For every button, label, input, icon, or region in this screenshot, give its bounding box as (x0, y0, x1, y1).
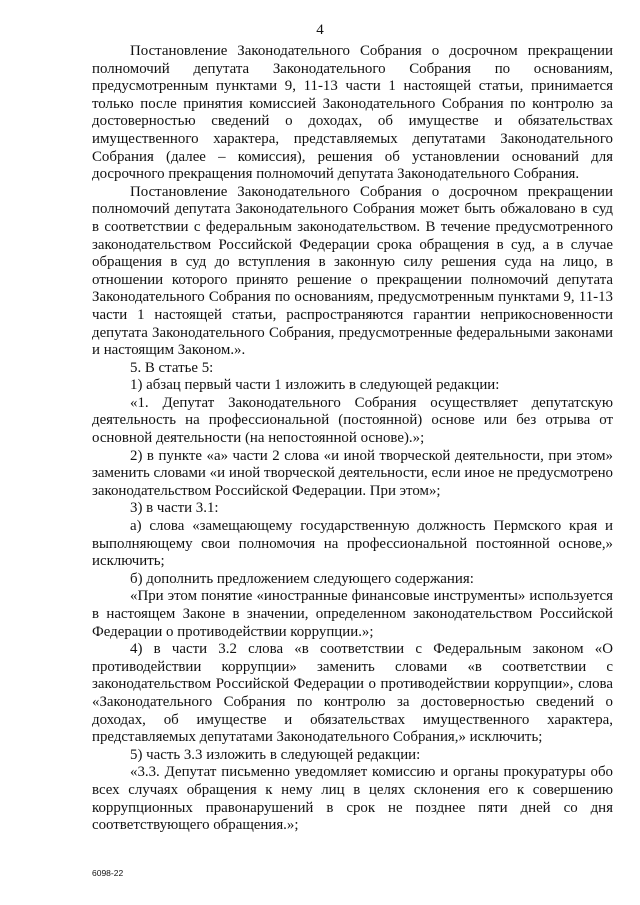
paragraph: 4) в части 3.2 слова «в соответствии с Федеральным законом «О противодействии коррупции» заменить словами «в соответствии с законодательством Российской Федерации о противодействии коррупции», слова «Законодательного Собрания по контролю за достоверностью сведений о доходах, об имуществе и обязательствах имущественного характера, представляемых депутатами Законодательного Собрания,» исключить; (92, 641, 613, 746)
paragraph: 2) в пункте «а» части 2 слова «и иной творческой деятельности, при этом» заменить словами «и иной творческой деятельности, если иное не предусмотрено законодательством Российской Федерации. При этом»; (92, 447, 613, 499)
paragraph: 5. В статье 5: (130, 359, 214, 376)
paragraph: б) дополнить предложением следующего содержания: (130, 570, 474, 587)
paragraph: «При этом понятие «иностранные финансовые инструменты» используется в настоящем Законе в значении, определенном законодательством Российской Федерации о противодействии коррупции.»; (92, 588, 613, 640)
page-number: 4 (316, 22, 324, 38)
document-body (92, 43, 613, 835)
paragraph: «1. Депутат Законодательного Собрания осуществляет депутатскую деятельность на профессиональной (постоянной) основе или без отрыва от основной деятельности (на непостоянной основе).»; (92, 394, 613, 447)
paragraph: 1) абзац первый части 1 изложить в следующей редакции: (130, 377, 500, 394)
paragraph: а) слова «замещающему государственную должность Пермского края и выполняющему свои полномочия на профессиональной постоянной основе,» исключить; (92, 518, 613, 570)
paragraph: 5) часть 3.3 изложить в следующей редакции: (130, 746, 421, 763)
paragraph: 3) в части 3.1: (130, 500, 219, 517)
document-code: 6098-22 (92, 868, 124, 878)
paragraph: «3.3. Депутат письменно уведомляет комиссию и органы прокуратуры обо всех случаях обращения к нему лиц в целях склонения его к совершению коррупционных правонарушений в срок не позднее пяти дней со дня соответствующего обращения.»; (92, 764, 613, 834)
paragraph: Постановление Законодательного Собрания о досрочном прекращении полномочий депутата Законодательного Собрания по основаниям, предусмотренным пунктами 9, 11-13 части 1 настоящей статьи, принимается только после принятия комиссией Законодательного Собрания по контролю за достоверностью сведений о доходах, об имуществе и обязательствах имущественного характера, представляемых депутатами Законодательного Собрания (далее – комиссия), решения об установлении оснований для досрочного прекращения полномочий депутата Законодательного Собрания. (92, 43, 613, 183)
paragraph: Постановление Законодательного Собрания о досрочном прекращении полномочий депутата Законодательного Собрания может быть обжаловано в суд в соответствии с федеральным законодательством. В течение предусмотренного законодательством Российской Федерации срока обращения в суд, а в случае обращения в суд до вступления в законную силу решения суда на лицо, в отношении которого принято решение о прекращении полномочий депутата Законодательного Собрания по основаниям, предусмотренным пунктами 9, 11-13 части 1 настоящей статьи, распространяются гарантии неприкосновенности депутата Законодательного Собрания, предусмотренные федеральными законами и настоящим Законом.». (92, 183, 613, 359)
